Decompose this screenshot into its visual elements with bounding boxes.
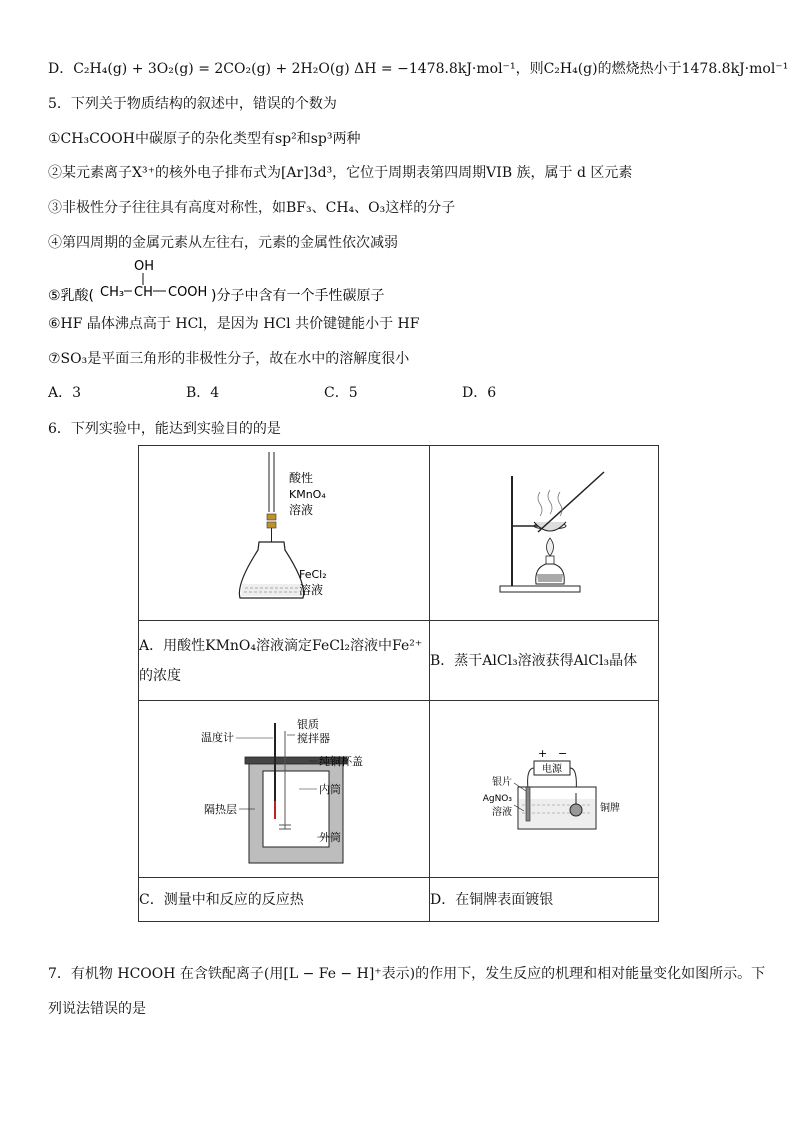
- q7-stem-line2: 列说法错误的是: [48, 1001, 146, 1017]
- label-stirrer-1: 银质: [297, 718, 319, 731]
- copper-plate-icon: [570, 804, 582, 816]
- caption-c: C．测量中和反应的反应热: [139, 878, 430, 922]
- label-kmno4: KMnO₄: [289, 488, 326, 501]
- label-plus: +: [538, 747, 548, 760]
- experiment-table: [138, 445, 659, 922]
- figure-d-cell: [430, 701, 659, 878]
- label-minus: −: [558, 747, 568, 760]
- label-agno3: AgNO₃: [482, 794, 512, 804]
- caption-b: B．蒸干AlCl₃溶液获得AlCl₃晶体: [430, 621, 659, 701]
- caption-a-line2: 的浓度: [139, 667, 181, 684]
- label-fecl2: FeCl₂: [299, 568, 327, 581]
- caption-a: [139, 621, 430, 701]
- q5-statement-5: [48, 258, 548, 308]
- label-inner: 内筒: [319, 783, 341, 796]
- glass-rod-icon: [538, 472, 604, 532]
- label-thermometer: 温度计: [201, 731, 234, 744]
- electroplating-figure: [430, 701, 658, 873]
- stopcock-icon: [267, 514, 276, 520]
- label-solution-a: 溶液: [289, 503, 314, 517]
- q5-statement-4: ④第四周期的金属元素从左往右，元素的金属性依次减弱: [48, 235, 398, 251]
- lactic-ch: CH: [134, 285, 153, 300]
- label-stirrer-2: 搅拌器: [297, 732, 330, 745]
- label-outer: 外筒: [319, 831, 341, 844]
- caption-d: D．在铜牌表面镀银: [430, 878, 659, 922]
- q6-stem: 6．下列实验中，能达到实验目的的是: [48, 421, 281, 437]
- stand-base-icon: [500, 586, 580, 592]
- calorimeter-figure: [139, 701, 429, 873]
- q5-statement-1: ①CH₃COOH中碳原子的杂化类型有sp²和sp³两种: [48, 131, 361, 147]
- lactic-ch3: CH₃: [100, 285, 125, 300]
- q5-statement-2: ②某元素离子X³⁺的核外电子排布式为[Ar]3d³，它位于周期表第四周期VIB 族，属于 d 区元素: [48, 165, 633, 181]
- figure-c-cell: [139, 701, 430, 878]
- evaporation-figure: [430, 446, 658, 616]
- evaporating-dish-icon: [534, 522, 566, 531]
- q7-stem-line1: 7．有机物 HCOOH 在含铁配离子(用[L − Fe − H]⁺表示)的作用下，发生反应的机理和相对能量变化如图所示。下: [48, 966, 766, 982]
- q5-option-a[interactable]: A．3: [48, 385, 82, 401]
- figure-b-cell: [430, 446, 659, 621]
- lactic-oh: OH: [134, 259, 155, 274]
- label-insulation: 隔热层: [204, 803, 237, 816]
- label-solution-d: 溶液: [492, 807, 512, 818]
- flame-icon: [547, 538, 554, 556]
- q5-stem: 5．下列关于物质结构的叙述中，错误的个数为: [48, 96, 337, 112]
- statement-5-prefix: ⑤乳酸(: [48, 288, 95, 304]
- caption-a-line1: A．用酸性KMnO₄溶液滴定FeCl₂溶液中Fe²⁺: [139, 637, 423, 654]
- silver-plate-icon: [526, 787, 530, 821]
- label-copper-plate: 铜牌: [600, 803, 620, 814]
- q5-option-b[interactable]: B．4: [186, 385, 220, 401]
- option-d-q4: D．C₂H₄(g) + 3O₂(g) = 2CO₂(g) + 2H₂O(g) ΔH = −1478.8kJ·mol⁻¹，则C₂H₄(g)的燃烧热小于1478.8kJ·mol⁻¹: [48, 61, 789, 77]
- label-solution-a2: 溶液: [299, 583, 324, 597]
- label-acidic: 酸性: [289, 471, 314, 485]
- q5-option-d[interactable]: D．6: [462, 385, 497, 401]
- titration-figure: [139, 446, 429, 616]
- statement-5-suffix: )分子中含有一个手性碳原子: [211, 288, 385, 304]
- q5-option-c[interactable]: C．5: [324, 385, 358, 401]
- label-power: 电源: [542, 764, 562, 775]
- label-lid: 纯铜杯盖: [319, 755, 363, 768]
- figure-a-cell: [139, 446, 430, 621]
- q5-statement-3: ③非极性分子往往具有高度对称性，如BF₃、CH₄、O₃这样的分子: [48, 200, 456, 216]
- label-silver: 银片: [492, 777, 512, 788]
- q5-statement-6: ⑥HF 晶体沸点高于 HCl，是因为 HCl 共价键键能小于 HF: [48, 316, 420, 332]
- lactic-cooh: COOH: [168, 285, 208, 300]
- q5-statement-7: ⑦SO₃是平面三角形的非极性分子，故在水中的溶解度很小: [48, 351, 410, 367]
